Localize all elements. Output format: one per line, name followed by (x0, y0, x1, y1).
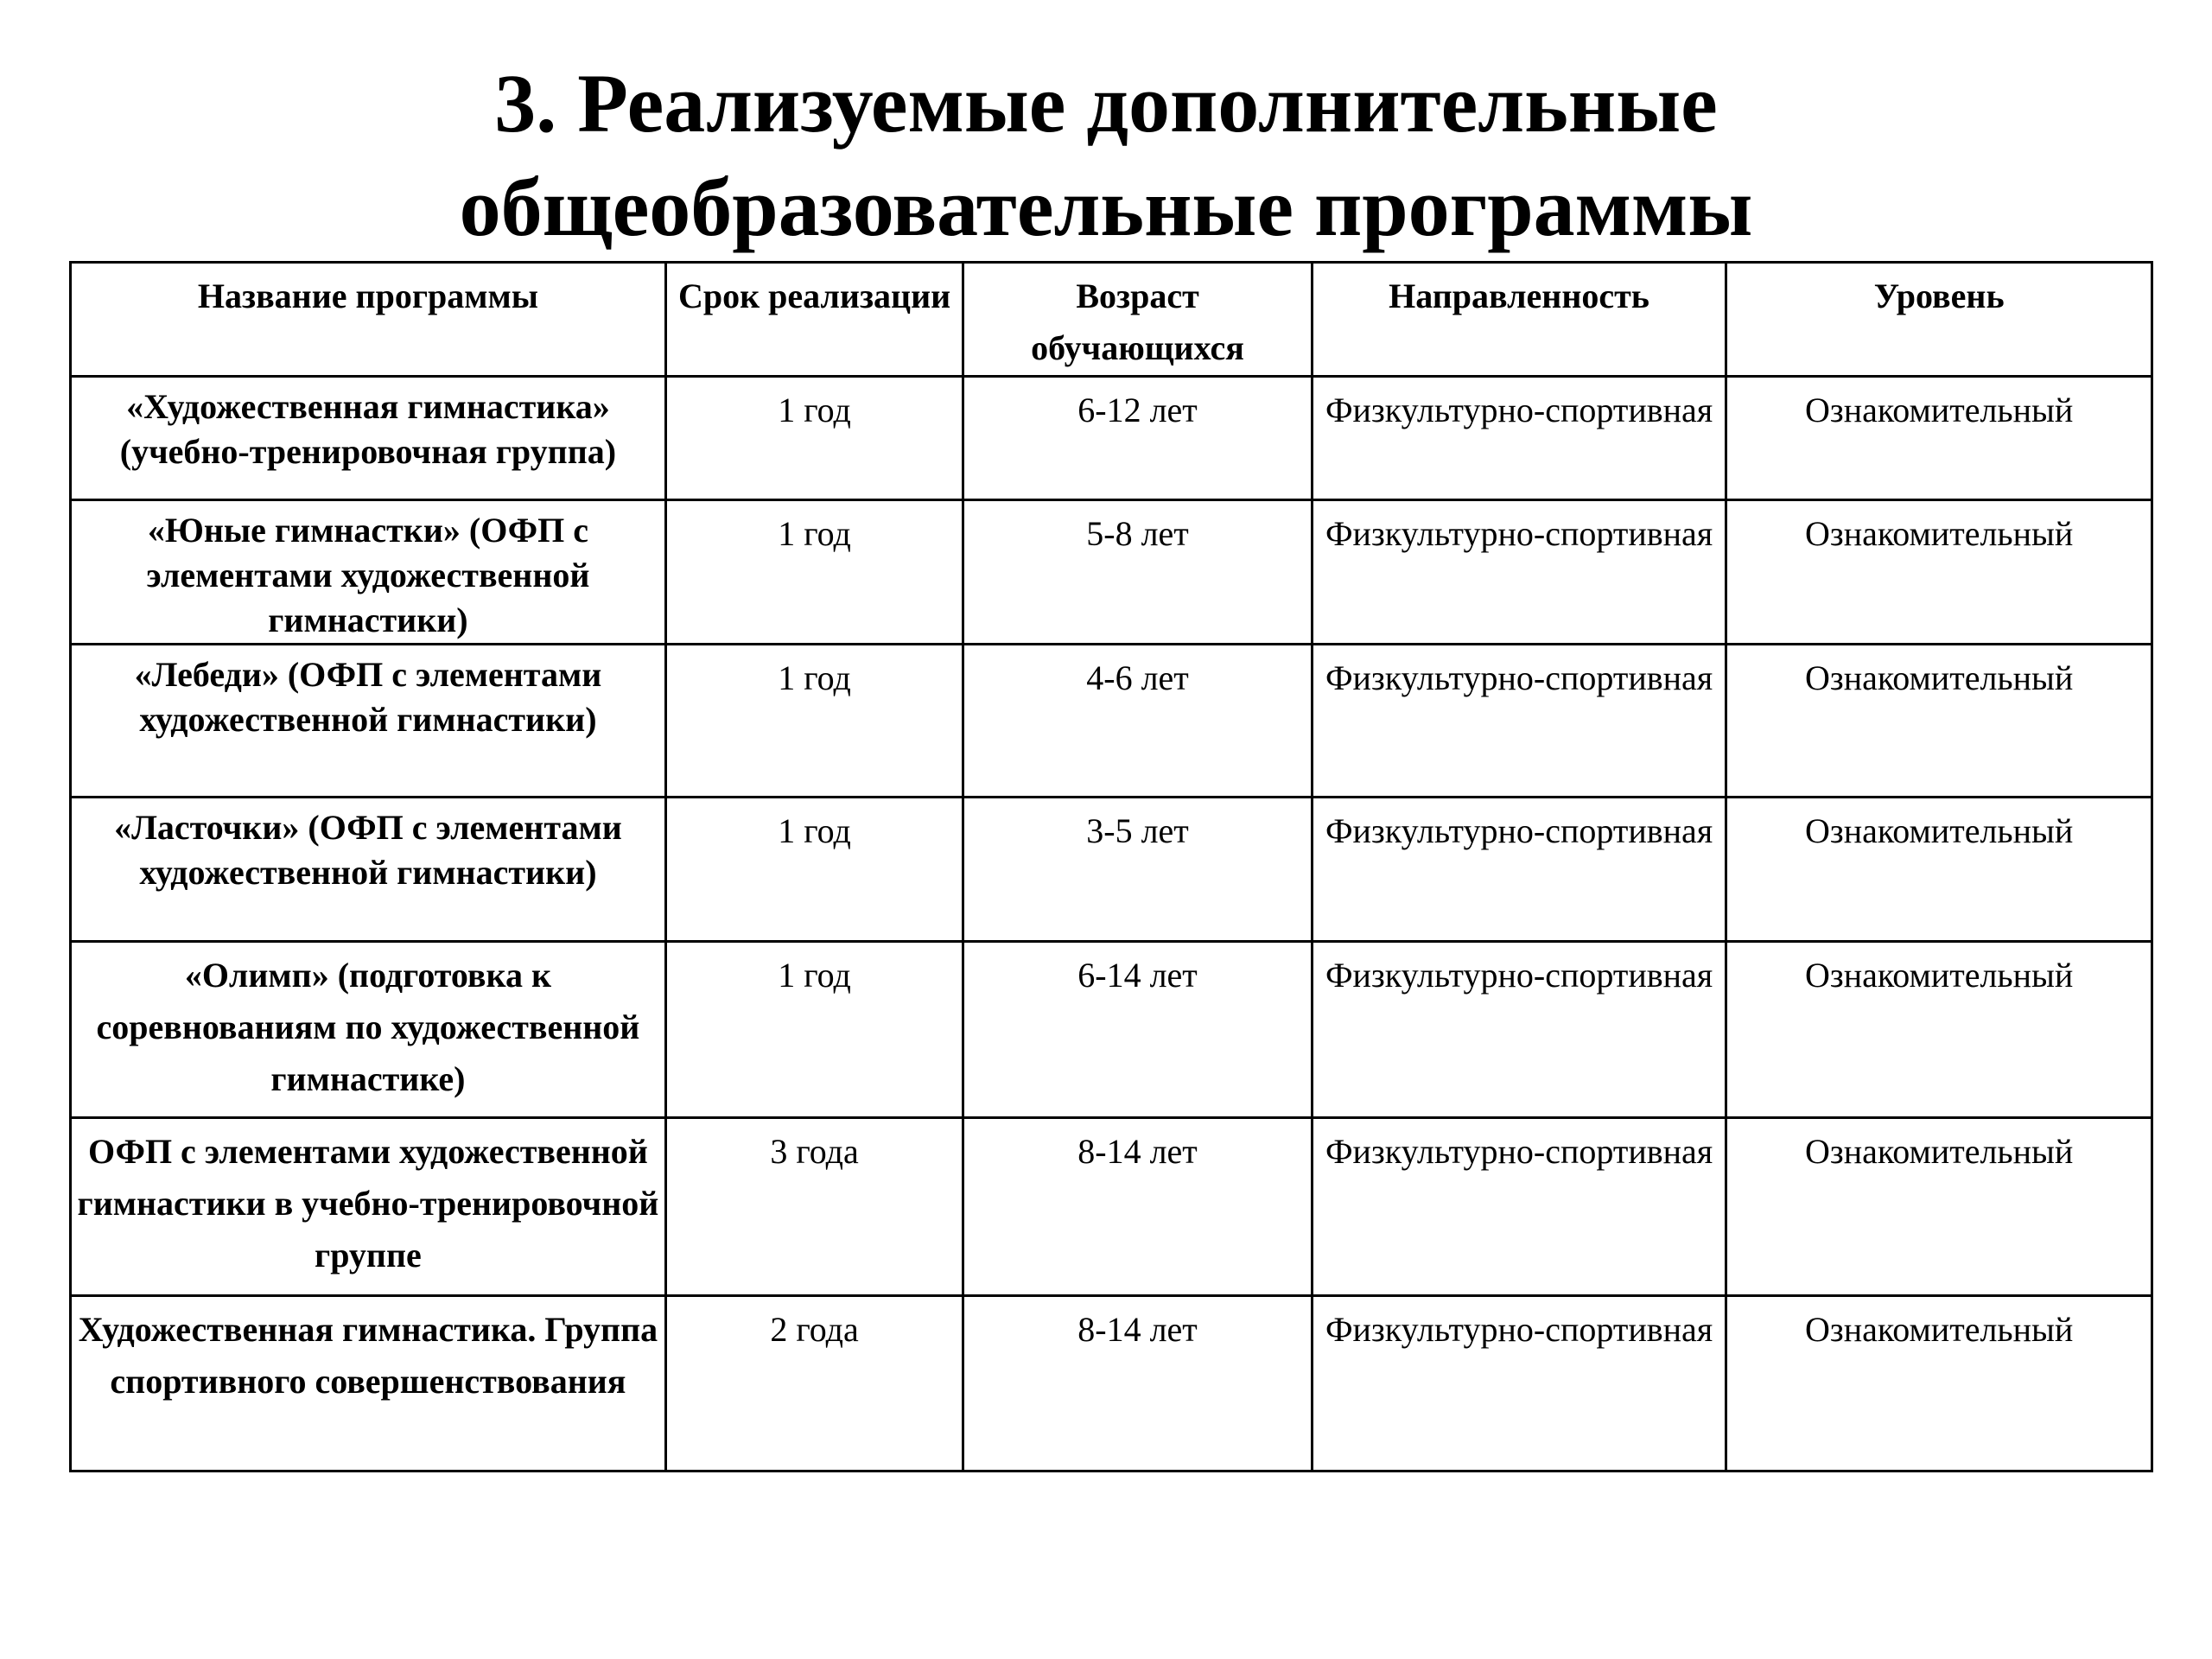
header-level: Уровень (1726, 263, 2152, 377)
header-duration: Срок реализации (665, 263, 963, 377)
program-age: 4-6 лет (963, 645, 1313, 798)
table-row (71, 1118, 2152, 1296)
program-name: «Ласточки» (ОФП с элементами художественной гимнастики) (71, 798, 666, 942)
header-direction: Направленность (1312, 263, 1726, 377)
program-direction: Физкультурно-спортивная (1312, 377, 1726, 500)
program-age: 3-5 лет (963, 798, 1313, 942)
program-name: «Олимп» (подготовка к соревнованиям по художественной гимнастике) (71, 942, 666, 1118)
table-row (71, 942, 2152, 1118)
program-age: 5-8 лет (963, 500, 1313, 645)
program-direction: Физкультурно-спортивная (1312, 942, 1726, 1118)
header-name: Название программы (71, 263, 666, 377)
program-duration: 1 год (665, 942, 963, 1118)
program-duration: 1 год (665, 377, 963, 500)
program-direction: Физкультурно-спортивная (1312, 798, 1726, 942)
table-row (71, 645, 2152, 798)
program-name: «Юные гимнастки» (ОФП с элементами художественной гимнастики) (71, 500, 666, 645)
program-age: 8-14 лет (963, 1118, 1313, 1296)
program-duration: 1 год (665, 500, 963, 645)
program-name: «Лебеди» (ОФП с элементами художественной гимнастики) (71, 645, 666, 798)
program-direction: Физкультурно-спортивная (1312, 500, 1726, 645)
program-age: 6-14 лет (963, 942, 1313, 1118)
table-row (71, 500, 2152, 645)
program-duration: 1 год (665, 645, 963, 798)
program-level: Ознакомительный (1726, 377, 2152, 500)
program-age: 8-14 лет (963, 1296, 1313, 1471)
program-level: Ознакомительный (1726, 500, 2152, 645)
programs-table (69, 261, 2153, 1472)
program-level: Ознакомительный (1726, 645, 2152, 798)
header-age: Возраст обучающихся (963, 263, 1313, 377)
program-name: ОФП с элементами художественной гимнастики в учебно-тренировочной группе (71, 1118, 666, 1296)
program-duration: 1 год (665, 798, 963, 942)
program-direction: Физкультурно-спортивная (1312, 1296, 1726, 1471)
program-level: Ознакомительный (1726, 1118, 2152, 1296)
program-level: Ознакомительный (1726, 1296, 2152, 1471)
table-row (71, 377, 2152, 500)
program-direction: Физкультурно-спортивная (1312, 1118, 1726, 1296)
table-row (71, 798, 2152, 942)
table-row (71, 1296, 2152, 1471)
program-name: «Художественная гимнастика» (учебно-тренировочная группа) (71, 377, 666, 500)
program-duration: 3 года (665, 1118, 963, 1296)
program-level: Ознакомительный (1726, 798, 2152, 942)
page-title (0, 52, 2212, 259)
program-level: Ознакомительный (1726, 942, 2152, 1118)
program-duration: 2 года (665, 1296, 963, 1471)
table-header-row (71, 263, 2152, 377)
page-title-line-2: общеобразовательные программы (459, 161, 1753, 253)
program-age: 6-12 лет (963, 377, 1313, 500)
program-name: Художественная гимнастика. Группа спортивного совершенствования (71, 1296, 666, 1471)
page-title-line-1: 3. Реализуемые дополнительные (494, 57, 1718, 149)
program-direction: Физкультурно-спортивная (1312, 645, 1726, 798)
